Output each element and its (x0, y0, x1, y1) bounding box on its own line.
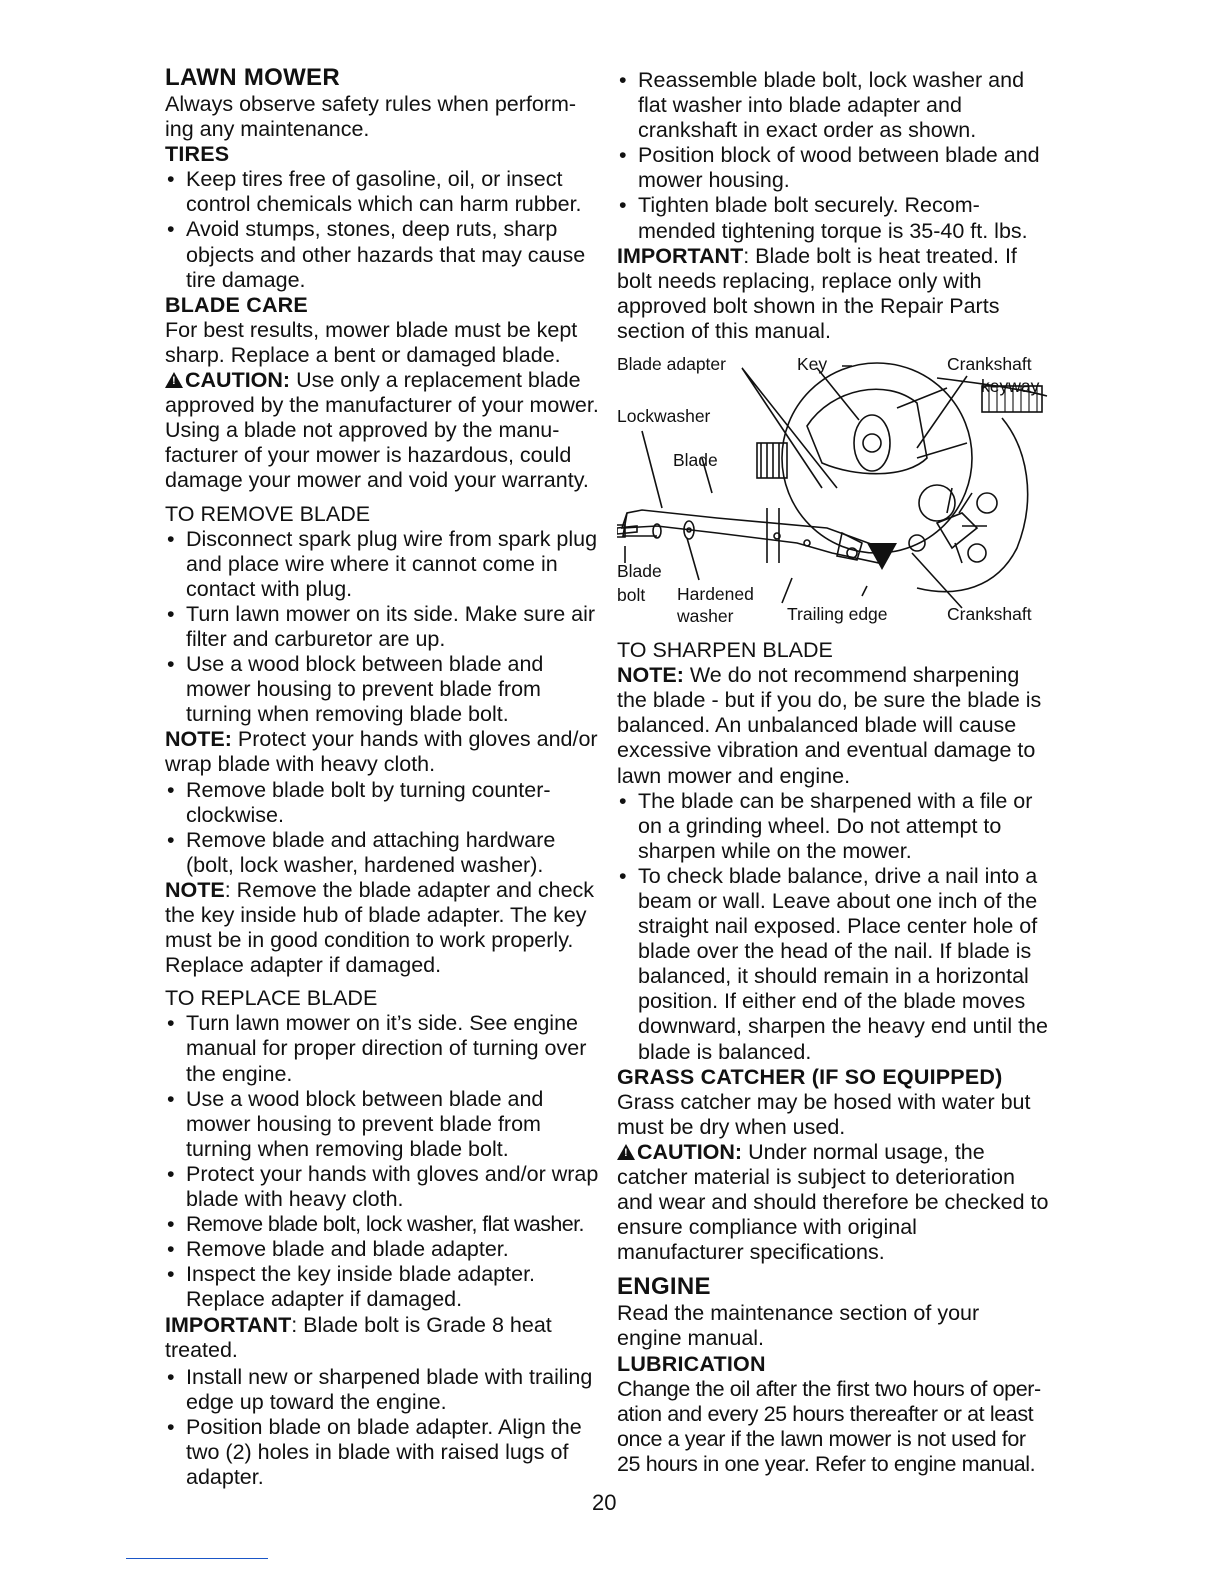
engine-title: ENGINE (617, 1273, 711, 1301)
label-blade: Blade (673, 450, 718, 471)
list-item: • Inspect the key inside blade adapter. Replace adapter if damaged. (165, 1262, 600, 1312)
magnify-pointer (867, 543, 897, 570)
tires-heading: TIRES (165, 142, 230, 167)
list-item: • Remove blade and blade adapter. (165, 1237, 600, 1262)
caution-text: Use only a replacement blade approved by the manufacturer of your mower. Using a blade not approved by the manu-facturer of your mower is hazardous, could damage your mower and void your warranty. (165, 368, 599, 493)
list-item: • Disconnect spark plug wire from spark plug and place wire where it cannot come in contact with plug. (165, 527, 600, 602)
caution-text: Under normal usage, the catcher material is subject to deterioration and wear and should therefore be checked to ensure compliance with original manufacturer specifications. (617, 1139, 1049, 1265)
list-item: • Position blade on blade adapter. Align the two (2) holes in blade with raised lugs of adapter. (165, 1415, 600, 1490)
important-text: : Blade bolt is heat treated. If bolt needs replacing, replace only with approved bolt shown in the Repair Parts section of this manual. (617, 243, 1017, 343)
left-column (165, 64, 600, 1490)
list-item: • Remove blade and attaching hardware (bolt, lock washer, hardened washer). (165, 828, 600, 878)
right-column (617, 68, 1049, 1477)
important-label: IMPORTANT (617, 243, 744, 268)
caution-icon (165, 372, 183, 388)
note-label: NOTE (165, 877, 225, 902)
label-hardened-washer-2: washer (677, 606, 734, 627)
list-item: • The blade can be sharpened with a file or on a grinding wheel. Do not attempt to sharpen while on the mower. (617, 789, 1049, 864)
remove-blade-note1 (165, 727, 600, 777)
list-item: • Protect your hands with gloves and/or wrap blade with heavy cloth. (165, 1162, 600, 1212)
label-crankshaft-keyway-1: Crankshaft (947, 354, 1032, 375)
remove-blade-heading: TO REMOVE BLADE (165, 501, 371, 526)
list-item: • Avoid stumps, stones, deep ruts, sharp objects and other hazards that may cause tire damage. (165, 217, 600, 292)
caution-label: CAUTION: (637, 1139, 743, 1164)
sharpen-blade-note (617, 663, 1049, 788)
blade-care-text: For best results, mower blade must be kept sharp. Replace a bent or damaged blade. (165, 317, 578, 367)
remove-blade-list-a (165, 527, 600, 728)
note-label: NOTE: (165, 727, 232, 752)
page-number: 20 (592, 1490, 617, 1515)
lubrication-text: Change the oil after the first two hours of oper-ation and every 25 hours thereafter or at least once a year if the lawn mower is not used for 25 hours in one year. Refer to engine manual. (617, 1376, 1041, 1476)
important-text: : Blade bolt is Grade 8 heat treated. (165, 1312, 552, 1362)
list-item: • Turn lawn mower on its side. Make sure air filter and carburetor are up. (165, 602, 600, 652)
label-blade-bolt-1: Blade (617, 561, 662, 582)
note-text: : Remove the blade adapter and check the key inside hub of blade adapter. The key must be in good condition to work properly. Replace adapter if damaged. (165, 877, 595, 978)
list-item: • Use a wood block between blade and mower housing to prevent blade from turning when removing blade bolt. (165, 1087, 600, 1162)
replace-blade-important2 (617, 244, 1049, 344)
engine-intro: Read the maintenance section of your engine manual. (617, 1301, 980, 1351)
note-text: We do not recommend sharpening the blade - but if you do, be sure the blade is balanced. An unbalanced blade will cause excessive vibration and eventual damage to lawn mower and engine. (617, 663, 1042, 788)
replace-blade-list-b-left (165, 1365, 600, 1490)
replace-blade-list-b-right (617, 68, 1049, 244)
label-crankshaft-keyway-2: keyway (981, 376, 1040, 397)
grass-catcher-caution (617, 1140, 1049, 1265)
magnified-view-circle (782, 363, 972, 553)
blade-care-heading: BLADE CARE (165, 292, 308, 317)
lubrication-heading: LUBRICATION (617, 1351, 766, 1376)
tires-list (165, 167, 600, 292)
note-text: Protect your hands with gloves and/or wrap blade with heavy cloth. (165, 727, 598, 777)
label-lockwasher: Lockwasher (617, 406, 711, 427)
list-item: • Position block of wood between blade and mower housing. (617, 143, 1049, 193)
caution-label: CAUTION: (185, 368, 291, 393)
replace-blade-heading: TO REPLACE BLADE (165, 986, 378, 1011)
list-item: • Remove blade bolt by turning counter-clockwise. (165, 778, 600, 828)
grass-catcher-text: Grass catcher may be hosed with water but must be dry when used. (617, 1089, 1031, 1139)
caution-icon (617, 1144, 635, 1160)
lawn-mower-intro: Always observe safety rules when perform-ing any maintenance. (165, 92, 577, 142)
label-blade-adapter: Blade adapter (617, 354, 726, 375)
label-hardened-washer-1: Hardened (677, 584, 754, 605)
sharpen-blade-list (617, 789, 1049, 1065)
list-item: • Install new or sharpened blade with trailing edge up toward the engine. (165, 1365, 600, 1415)
blade-assembly-diagram (617, 348, 1049, 630)
note-label: NOTE: (617, 663, 684, 688)
list-item: • To check blade balance, drive a nail into a beam or wall. Leave about one inch of the straight nail exposed. Place center hole of blade over the head of the nail. If blade is balanced, it should remain in a horizontal position. If either end of the blade moves downward, sharpen the heavy end until the blade is balanced. (617, 864, 1049, 1065)
important-label: IMPORTANT (165, 1312, 292, 1337)
replace-blade-list-a (165, 1011, 600, 1312)
list-item: • Keep tires free of gasoline, oil, or insect control chemicals which can harm rubber. (165, 167, 600, 217)
sharpen-blade-heading: TO SHARPEN BLADE (617, 638, 833, 663)
label-key: Key (797, 354, 828, 375)
grass-catcher-heading: GRASS CATCHER (IF SO EQUIPPED) (617, 1064, 1003, 1089)
lawn-mower-title: LAWN MOWER (165, 64, 340, 91)
remove-blade-note2 (165, 878, 600, 978)
remove-blade-list-b (165, 778, 600, 878)
label-crankshaft: Crankshaft (947, 604, 1032, 625)
footer-rule (126, 1558, 268, 1559)
label-blade-bolt-2: bolt (617, 585, 646, 606)
list-item: • Tighten blade bolt securely. Recom-mended tightening torque is 35-40 ft. lbs. (617, 193, 1049, 243)
blade-care-caution (165, 368, 600, 493)
replace-blade-important (165, 1313, 600, 1363)
label-trailing-edge: Trailing edge (787, 604, 888, 625)
list-item: • Turn lawn mower on it’s side. See engine manual for proper direction of turning over the engine. (165, 1011, 600, 1086)
list-item: • Reassemble blade bolt, lock washer and flat washer into blade adapter and crankshaft in exact order as shown. (617, 68, 1049, 143)
list-item: • Use a wood block between blade and mower housing to prevent blade from turning when removing blade bolt. (165, 652, 600, 727)
list-item: • Remove blade bolt, lock washer, flat washer. (165, 1212, 600, 1237)
